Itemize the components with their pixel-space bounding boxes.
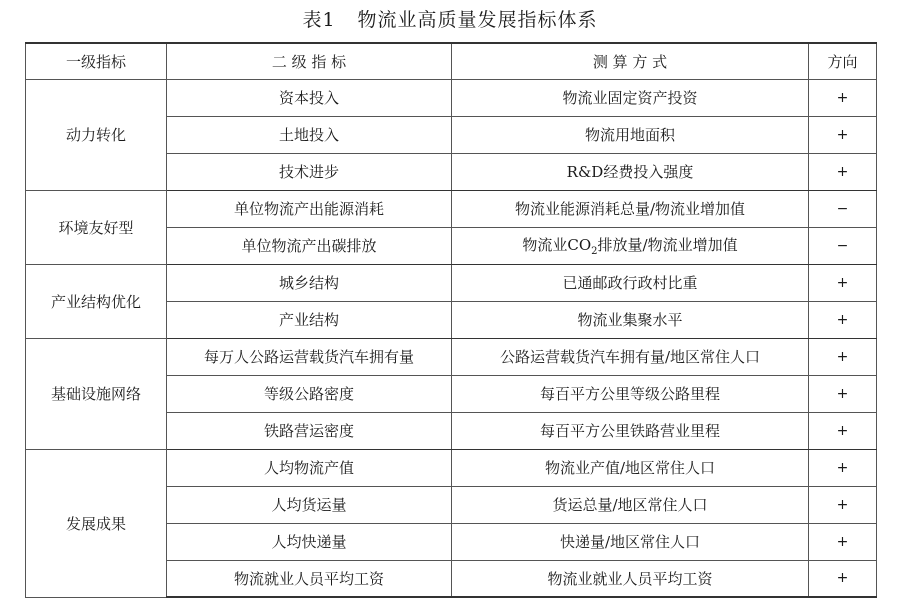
method-cell: R&D经费投入强度 (452, 153, 809, 190)
direction-cell: + (809, 449, 877, 486)
method-cell: 货运总量/地区常住人口 (452, 486, 809, 523)
indicator-cell: 资本投入 (167, 79, 452, 116)
indicator-cell: 物流就业人员平均工资 (167, 560, 452, 597)
indicator-cell: 人均物流产值 (167, 449, 452, 486)
method-text-pre: 物流业CO (522, 236, 592, 254)
direction-cell: + (809, 338, 877, 375)
method-text-post: 排放量/物流业增加值 (597, 236, 738, 254)
method-cell: 已通邮政行政村比重 (452, 264, 809, 301)
direction-cell: + (809, 153, 877, 190)
group-name-outcomes: 发展成果 (26, 449, 167, 597)
indicator-cell: 人均快递量 (167, 523, 452, 560)
direction-cell: + (809, 523, 877, 560)
table-row (26, 79, 877, 116)
indicator-cell: 技术进步 (167, 153, 452, 190)
direction-cell: + (809, 375, 877, 412)
method-cell: 每百平方公里等级公路里程 (452, 375, 809, 412)
group-name-environment: 环境友好型 (26, 190, 167, 264)
direction-cell: + (809, 486, 877, 523)
direction-cell: + (809, 79, 877, 116)
header-level2: 二 级 指 标 (167, 43, 452, 79)
method-cell: 公路运营载货汽车拥有量/地区常住人口 (452, 338, 809, 375)
table-row (26, 338, 877, 375)
header-level1: 一级指标 (26, 43, 167, 79)
indicator-cell: 土地投入 (167, 116, 452, 153)
group-name-industry: 产业结构优化 (26, 264, 167, 338)
direction-cell: − (809, 190, 877, 227)
group-name-dynamics: 动力转化 (26, 79, 167, 190)
method-cell: 物流业就业人员平均工资 (452, 560, 809, 597)
indicator-cell: 单位物流产出碳排放 (167, 227, 452, 264)
header-method: 测 算 方 式 (452, 43, 809, 79)
header-direction: 方向 (809, 43, 877, 79)
method-cell: 物流业产值/地区常住人口 (452, 449, 809, 486)
method-cell: 物流业固定资产投资 (452, 79, 809, 116)
method-cell: 每百平方公里铁路营业里程 (452, 412, 809, 449)
table-row (26, 190, 877, 227)
table-caption (0, 0, 900, 40)
header-row (26, 43, 877, 79)
indicator-cell: 城乡结构 (167, 264, 452, 301)
indicator-cell: 铁路营运密度 (167, 412, 452, 449)
indicator-cell: 每万人公路运营载货汽车拥有量 (167, 338, 452, 375)
group-name-infrastructure: 基础设施网络 (26, 338, 167, 449)
direction-cell: + (809, 412, 877, 449)
method-subscript: 2 (591, 246, 598, 257)
indicator-cell: 人均货运量 (167, 486, 452, 523)
method-cell: 物流业能源消耗总量/物流业增加值 (452, 190, 809, 227)
table-number: 表1 (302, 9, 336, 31)
direction-cell: − (809, 227, 877, 264)
indicator-cell: 单位物流产出能源消耗 (167, 190, 452, 227)
direction-cell: + (809, 301, 877, 338)
table-row (26, 264, 877, 301)
direction-cell: + (809, 264, 877, 301)
table-title: 物流业高质量发展指标体系 (357, 9, 598, 31)
indicator-cell: 等级公路密度 (167, 375, 452, 412)
method-cell: 快递量/地区常住人口 (452, 523, 809, 560)
method-cell: 物流用地面积 (452, 116, 809, 153)
table-row (26, 449, 877, 486)
direction-cell: + (809, 560, 877, 597)
indicator-table (25, 42, 877, 598)
method-cell (452, 227, 809, 264)
indicator-cell: 产业结构 (167, 301, 452, 338)
direction-cell: + (809, 116, 877, 153)
method-cell: 物流业集聚水平 (452, 301, 809, 338)
